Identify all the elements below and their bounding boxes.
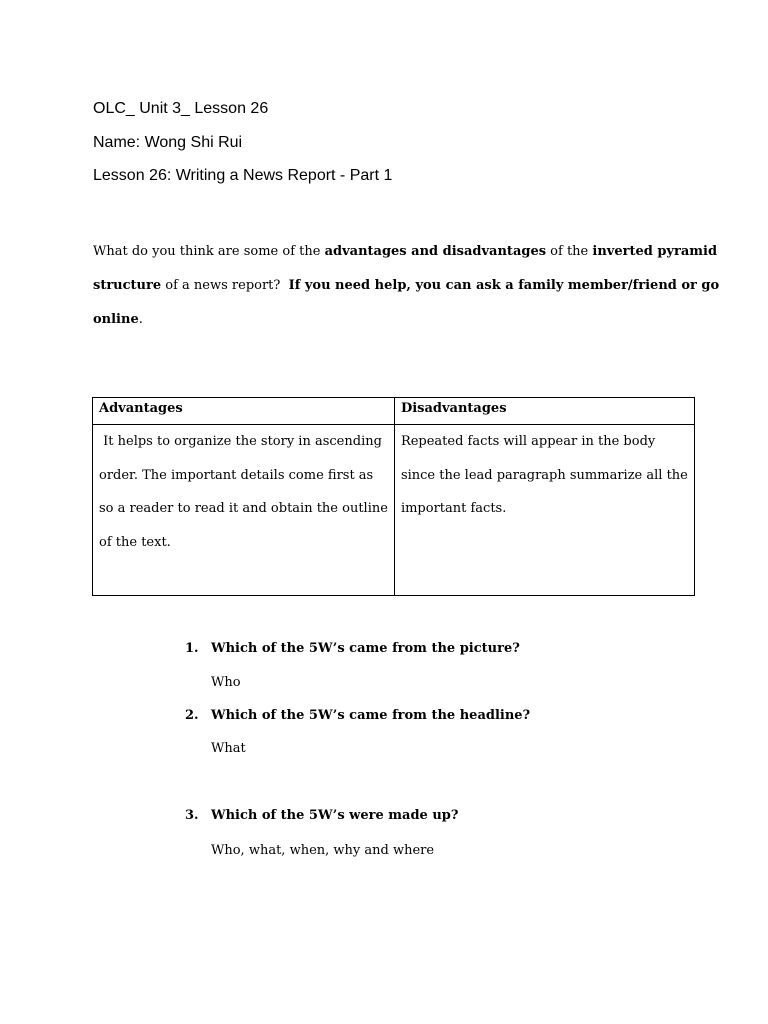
- prompt-bold: online: [93, 312, 139, 327]
- question-text: Which of the 5W’s came from the picture?: [211, 641, 520, 656]
- cell-line: so a reader to read it and obtain the outline: [99, 501, 388, 516]
- table-header-advantages: Advantages: [93, 398, 395, 425]
- question-answer: Who, what, when, why and where: [211, 843, 435, 858]
- cell-line: since the lead paragraph summarize all the: [400, 467, 688, 483]
- lesson-title: Lesson 26: Writing a News Report - Part 1: [93, 167, 393, 184]
- prompt-bold: inverted pyramid: [592, 244, 718, 259]
- prompt-line-3: [93, 303, 683, 337]
- question-number: 1.: [185, 641, 199, 656]
- cell-line: Repeated facts will appear in the body: [400, 434, 656, 449]
- question-number: 3.: [185, 808, 199, 823]
- prompt-line-2: [93, 269, 720, 303]
- advantages-table: [92, 397, 695, 596]
- disadvantages-cell: [394, 425, 694, 596]
- cell-line: important facts.: [400, 501, 507, 516]
- prompt-text: of the: [546, 244, 593, 259]
- cell-line: of the text.: [99, 534, 171, 550]
- prompt-text: .: [138, 312, 143, 327]
- advantages-cell: [93, 425, 395, 596]
- cell-line: order. The important details come first as: [99, 467, 374, 483]
- course-title: OLC_ Unit 3_ Lesson 26: [93, 100, 269, 117]
- table-row: [93, 425, 695, 596]
- cell-line: It helps to organize the story in ascending: [99, 434, 382, 449]
- table-header-row: [93, 398, 695, 425]
- question-answer: Who: [211, 675, 241, 690]
- question-number: 2.: [185, 708, 199, 723]
- question-answer: What: [211, 741, 246, 756]
- question-text: Which of the 5W’s came from the headline?: [211, 708, 531, 723]
- prompt-text: What do you think are some of the: [93, 244, 325, 259]
- prompt-bold: advantages and disadvantages: [324, 244, 547, 259]
- prompt-bold: If you need help, you can ask a family member/friend or go: [288, 278, 720, 293]
- prompt-line-1: [93, 235, 718, 269]
- prompt-text: of a news report?: [161, 278, 289, 293]
- question-text: Which of the 5W’s were made up?: [211, 808, 459, 823]
- table-header-disadvantages: Disadvantages: [394, 398, 694, 425]
- prompt-paragraph: [93, 235, 720, 337]
- student-name: Name: Wong Shi Rui: [93, 134, 243, 151]
- prompt-bold: structure: [93, 278, 162, 293]
